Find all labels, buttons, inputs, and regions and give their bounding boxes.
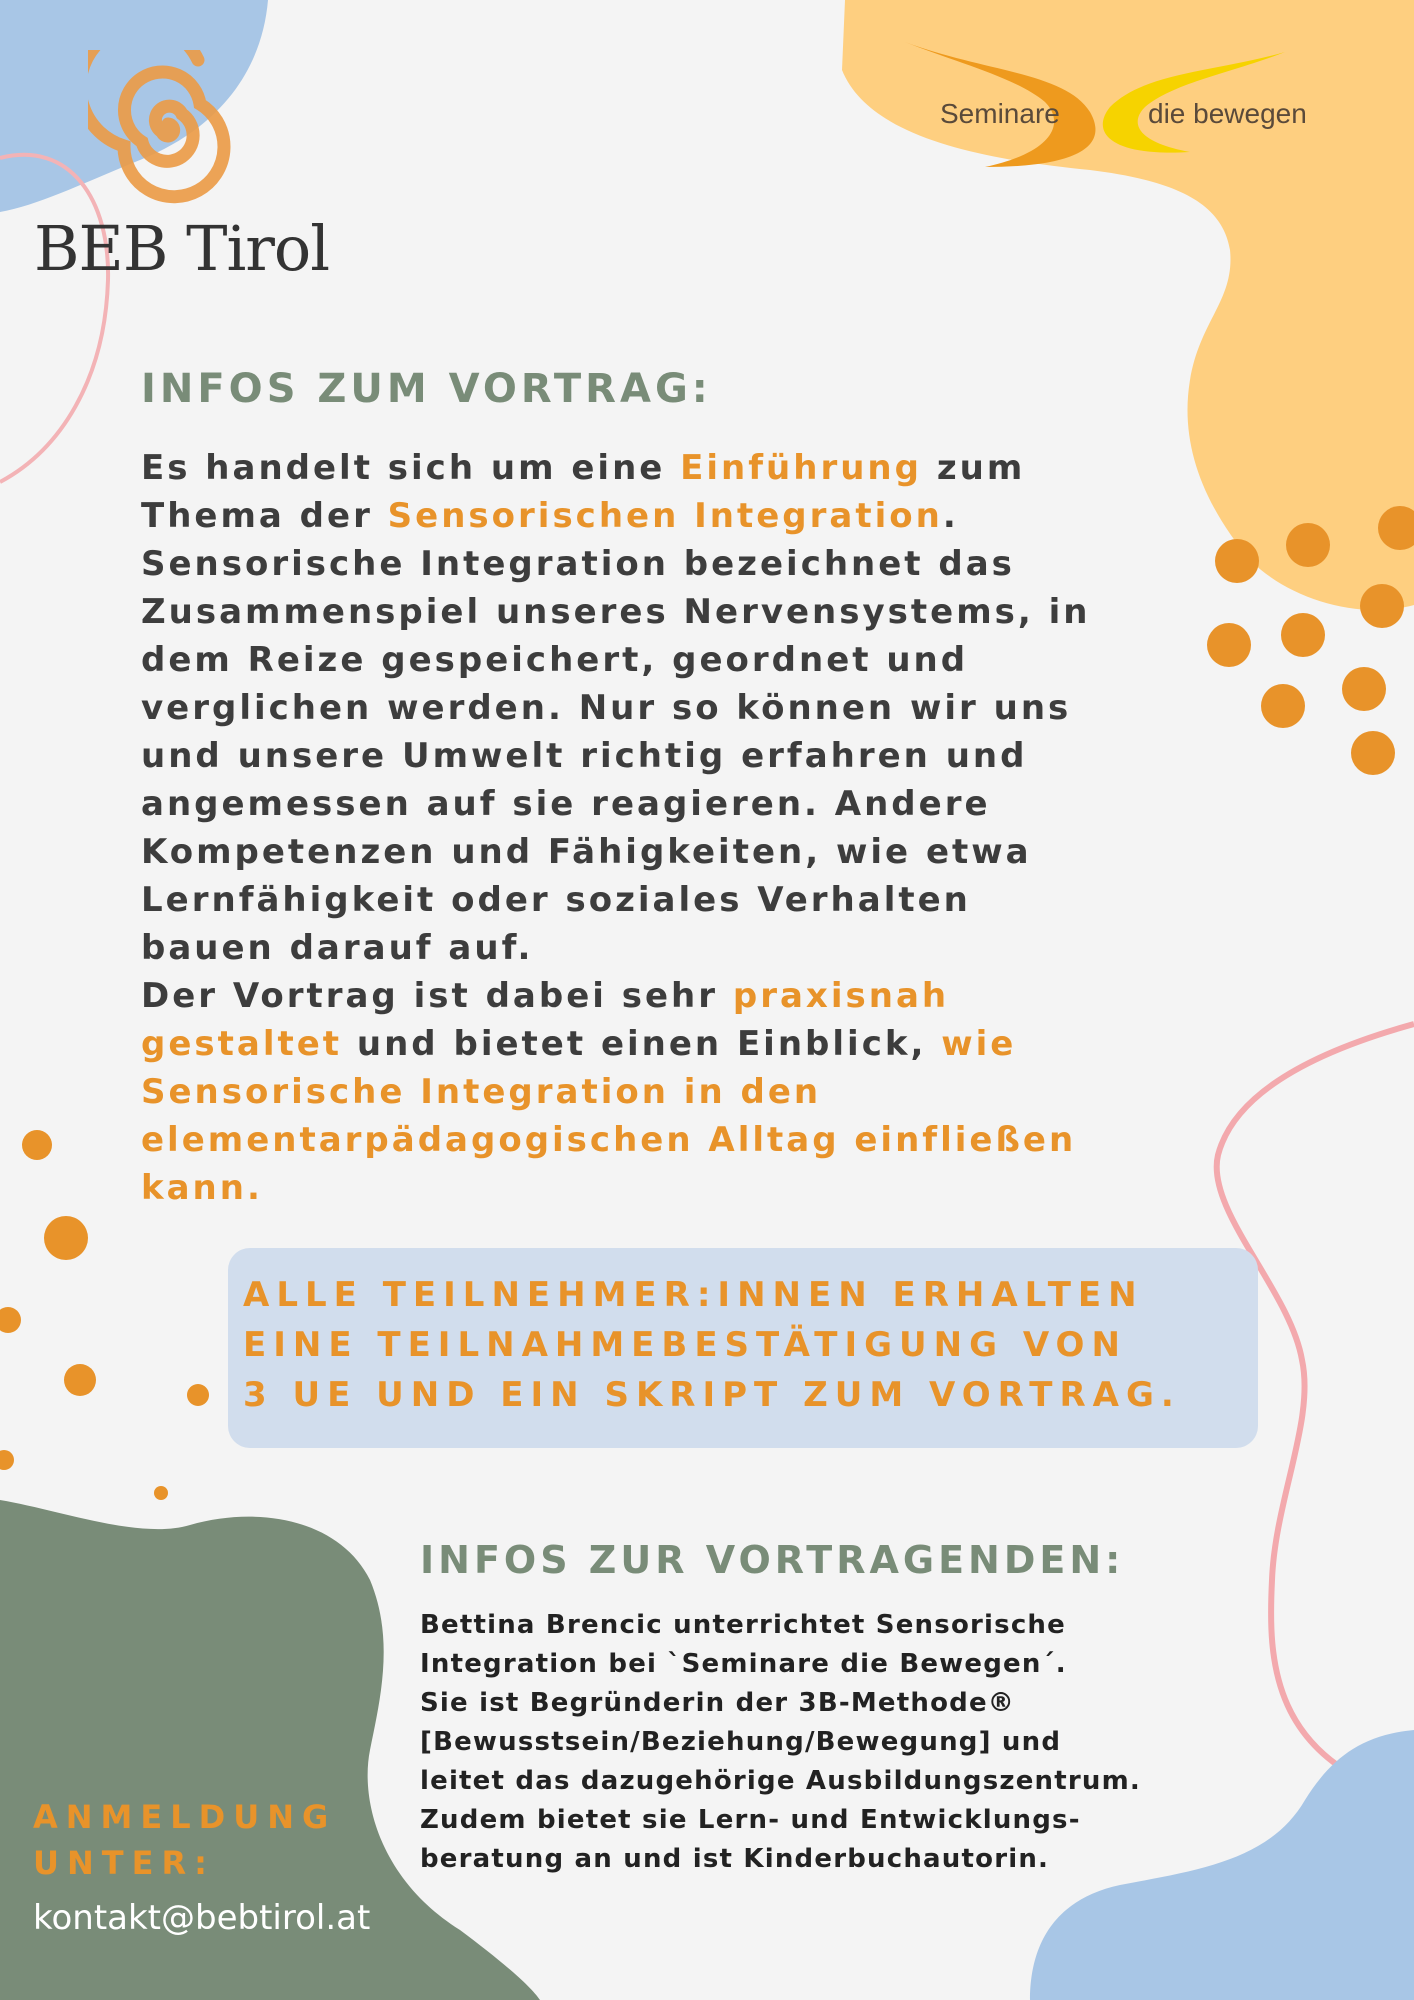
highlight-introduction: Einführung bbox=[680, 448, 922, 488]
text-segment: . Sensorische Integration bezeichnet das Zusammenspiel unseres Nervensystems, in dem Reize gespeichert, geordnet und verglichen werden. Nur so können wir uns und unsere Umwelt richtig erfahren und angemessen auf sie reagieren. Andere Kompetenzen und Fähigkeiten, wie etwa Lernfähigkeit oder soziales Verhalten bauen darauf auf. bbox=[141, 496, 1091, 968]
speaker-bio bbox=[420, 1606, 1250, 1879]
bio-line: leitet das dazugehörige Ausbildungszentrum. bbox=[420, 1766, 1141, 1796]
certificate-notice-text bbox=[243, 1270, 1253, 1420]
partner-name-a: Seminare bbox=[940, 98, 1060, 129]
speaker-heading: INFOS ZUR VORTRAGENDEN: bbox=[420, 1538, 1125, 1582]
bio-line: Integration bei `Seminare die Bewegen´. bbox=[420, 1649, 1067, 1679]
talk-heading: INFOS ZUM VORTRAG: bbox=[141, 366, 712, 412]
notice-line: ALLE TEILNEHMER:INNEN ERHALTEN bbox=[243, 1275, 1144, 1315]
notice-line: 3 UE UND EIN SKRIPT ZUM VORTRAG. bbox=[243, 1375, 1181, 1415]
registration-label bbox=[33, 1794, 336, 1886]
text-segment: zum Thema der bbox=[141, 448, 1026, 536]
beb-spiral-logo bbox=[88, 50, 248, 210]
bio-line: beratung an und ist Kinderbuchautorin. bbox=[420, 1844, 1050, 1874]
text-segment: Es handelt sich um eine bbox=[141, 448, 681, 488]
registration-label-line: ANMELDUNG bbox=[33, 1798, 337, 1836]
text-segment: und bietet einen Einblick, bbox=[342, 1024, 942, 1064]
brand-name: BEB Tirol bbox=[34, 212, 330, 285]
text-segment: Der Vortrag ist dabei sehr bbox=[141, 976, 733, 1016]
bio-line: [Bewusstsein/Beziehung/Bewegung] und bbox=[420, 1727, 1062, 1757]
notice-line: EINE TEILNAHMEBESTÄTIGUNG VON bbox=[243, 1325, 1127, 1365]
registration-label-line: UNTER: bbox=[33, 1844, 215, 1882]
bio-line: Bettina Brencic unterrichtet Sensorische bbox=[420, 1610, 1066, 1640]
highlight-practical: praxisnah gestaltet bbox=[141, 976, 950, 1064]
partner-name-b: die bewegen bbox=[1148, 98, 1307, 129]
highlight-sensory-integration: Sensorischen Integration bbox=[387, 496, 943, 536]
bio-line: Zudem bietet sie Lern- und Entwicklungs- bbox=[420, 1805, 1081, 1835]
talk-description bbox=[141, 444, 1101, 1212]
registration-email-link[interactable]: kontakt@bebtirol.at bbox=[33, 1898, 371, 1938]
bio-line: Sie ist Begründerin der 3B-Methode® bbox=[420, 1688, 1016, 1718]
highlight-everyday: wie Sensorische Integration in den elementarpädagogischen Alltag einfließen kann. bbox=[141, 1024, 1077, 1208]
